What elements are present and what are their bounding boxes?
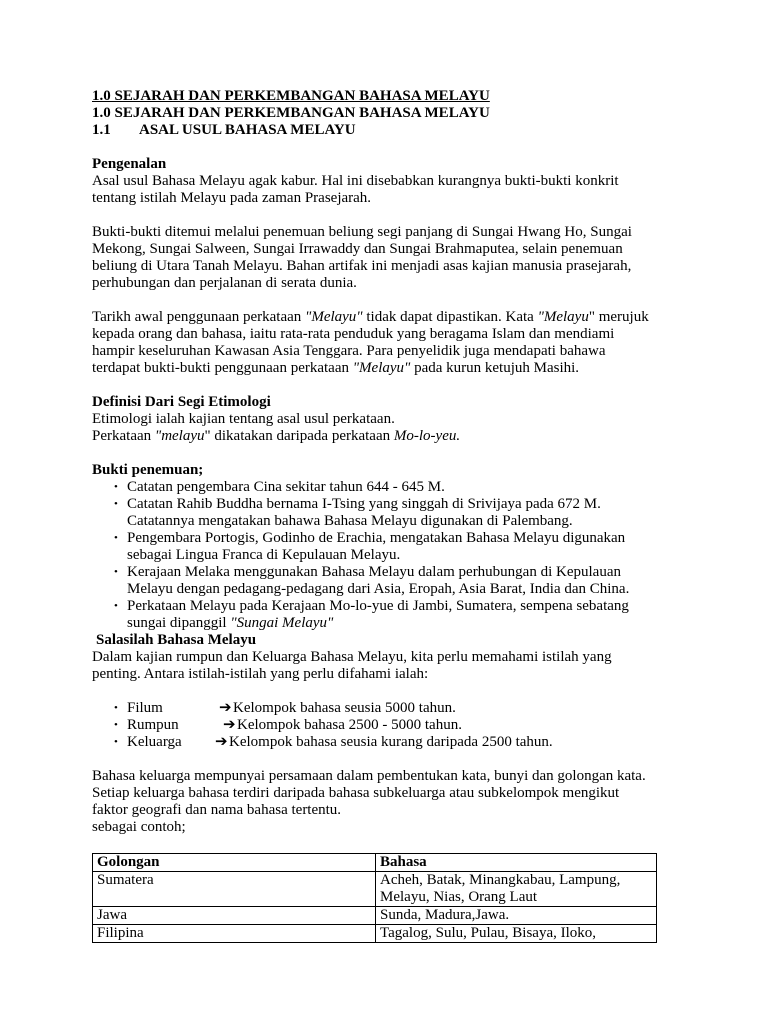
paragraph-line [92,309,672,326]
list-item [92,479,672,496]
pengenalan-title: Pengenalan [92,156,167,172]
table-row [93,872,657,907]
table-cell: Jawa [93,907,376,925]
paragraph-line: Bahasa keluarga mempunyai persamaan dalam pembentukan kata, bunyi dan golongan kata. [92,768,646,784]
section-heading: 1.0 SEJARAH DAN PERKEMBANGAN BAHASA MELAYU [92,88,490,104]
paragraph-line: Mekong, Sungai Salween, Sungai Irrawaddy dan Sungai Brahmaputea, selain penemuan [92,241,623,257]
term-label: Keluarga [127,734,182,750]
cell-line: Melayu, Nias, Orang Laut [380,889,538,905]
paragraph-line: Asal usul Bahasa Melayu agak kabur. Hal ini disebabkan kurangnya bukti-bukti konkrit [92,173,619,189]
list-item [92,598,672,632]
italic-term: "melayu [154,428,205,444]
subsection-heading [92,122,672,139]
italic-term: "Melayu" [352,360,411,376]
paragraph-line: tentang istilah Melayu pada zaman Prasejarah. [92,190,372,206]
bukti-list [92,479,672,632]
term-desc: Kelompok bahasa seusia kurang daripada 2500 tahun. [229,734,553,750]
bullet-icon: • [114,566,118,578]
table-header: Bahasa [376,854,657,872]
term-desc: Kelompok bahasa 2500 - 5000 tahun. [237,717,462,733]
text-run: terdapat bukti-bukti penggunaan perkataan [92,360,353,376]
table-cell [376,872,657,907]
list-item [92,700,672,717]
table-cell: Sumatera [93,872,376,907]
term-desc: Kelompok bahasa seusia 5000 tahun. [233,700,456,716]
list-item-text: Melayu dengan pedagang-pedagang dari Asia, Eropah, Asia Barat, India dan China. [127,581,630,597]
paragraph-line [92,360,672,377]
text-run: pada kurun ketujuh Masihi. [410,360,580,376]
list-item-text: Catatan pengembara Cina sekitar tahun 644 - 645 M. [127,479,445,495]
text-run: Perkataan [92,428,155,444]
bullet-icon: • [114,719,118,731]
text-run: sungai dipanggil [127,615,231,631]
bullet-icon: • [114,736,118,748]
list-item-text: Catatan Rahib Buddha bernama I-Tsing yang singgah di Srivijaya pada 672 M. [127,496,601,512]
paragraph-line: penting. Antara istilah-istilah yang perlu difahami ialah: [92,666,429,682]
list-item [92,734,672,751]
term-label: Filum [127,700,163,716]
bullet-icon: • [114,600,118,612]
paragraph-line: sebagai contoh; [92,819,186,835]
document-page [92,88,672,943]
arrow-icon: ➔ [215,734,228,750]
istilah-list [92,700,672,751]
table-cell: Sunda, Madura,Jawa. [376,907,657,925]
arrow-icon: ➔ [223,717,236,733]
salasilah-title: Salasilah Bahasa Melayu [96,632,257,648]
list-item [92,564,672,598]
text-run: Tarikh awal penggunaan perkataan [92,309,306,325]
paragraph-line: Dalam kajian rumpun dan Keluarga Bahasa Melayu, kita perlu memahami istilah yang [92,649,612,665]
bahasa-table [92,853,657,943]
paragraph-line: Bukti-bukti ditemui melalui penemuan beliung segi panjang di Sungai Hwang Ho, Sungai [92,224,632,240]
list-item-text: Kerajaan Melaka menggunakan Bahasa Melayu dalam perhubungan di Kepulauan [127,564,621,580]
text-run: " merujuk [588,309,649,325]
list-item [92,717,672,734]
bukti-title: Bukti penemuan; [92,462,204,478]
subsection-title: ASAL USUL BAHASA MELAYU [139,122,356,138]
bullet-icon: • [114,481,118,493]
list-item-text: Catatannya mengatakan bahawa Bahasa Melayu digunakan di Palembang. [127,513,573,529]
italic-term: Mo-lo-yeu. [393,428,461,444]
cell-line: Acheh, Batak, Minangkabau, Lampung, [380,872,621,888]
paragraph-line: hampir keseluruhan Kawasan Asia Tenggara. Para penyelidik juga mendapati bahawa [92,343,606,359]
arrow-icon: ➔ [219,700,232,716]
italic-term: "Melayu [537,309,589,325]
list-item [92,496,672,530]
paragraph-line: perhubungan dan perjalanan di serata dunia. [92,275,357,291]
term-label: Rumpun [127,717,179,733]
paragraph-line: beliung di Utara Tanah Melayu. Bahan artifak ini menjadi asas kajian manusia prasejarah, [92,258,632,274]
paragraph-line: kepada orang dan bahasa, iaitu rata-rata penduduk yang beragama Islam dan mendiami [92,326,615,342]
list-item-text: sebagai Lingua Franca di Kepulauan Melayu. [127,547,401,563]
table-cell: Tagalog, Sulu, Pulau, Bisaya, Iloko, [376,925,657,943]
bullet-icon: • [114,702,118,714]
table-header: Golongan [93,854,376,872]
list-item-text: Perkataan Melayu pada Kerajaan Mo-lo-yue di Jambi, Sumatera, sempena sebatang [127,598,629,614]
subsection-number: 1.1 [92,122,111,138]
section-heading-repeat: 1.0 SEJARAH DAN PERKEMBANGAN BAHASA MELAYU [92,105,490,121]
definisi-title: Definisi Dari Segi Etimologi [92,394,271,410]
paragraph-line: Setiap keluarga bahasa terdiri daripada bahasa subkeluarga atau subkelompok mengikut [92,785,620,801]
list-item-text [127,615,672,632]
paragraph-line: faktor geografi dan nama bahasa tertentu. [92,802,342,818]
bullet-icon: • [114,498,118,510]
text-run: tidak dapat dipastikan. Kata [362,309,538,325]
table-row [93,925,657,943]
paragraph-line: Etimologi ialah kajian tentang asal usul perkataan. [92,411,395,427]
italic-term: "Sungai Melayu" [230,615,334,631]
text-run: " dikatakan daripada perkataan [204,428,394,444]
paragraph-line [92,428,672,445]
list-item [92,530,672,564]
list-item-text: Pengembara Portogis, Godinho de Erachia, mengatakan Bahasa Melayu digunakan [127,530,626,546]
table-cell: Filipina [93,925,376,943]
table-header-row [93,854,657,872]
italic-term: "Melayu" [305,309,363,325]
table-row [93,907,657,925]
bullet-icon: • [114,532,118,544]
